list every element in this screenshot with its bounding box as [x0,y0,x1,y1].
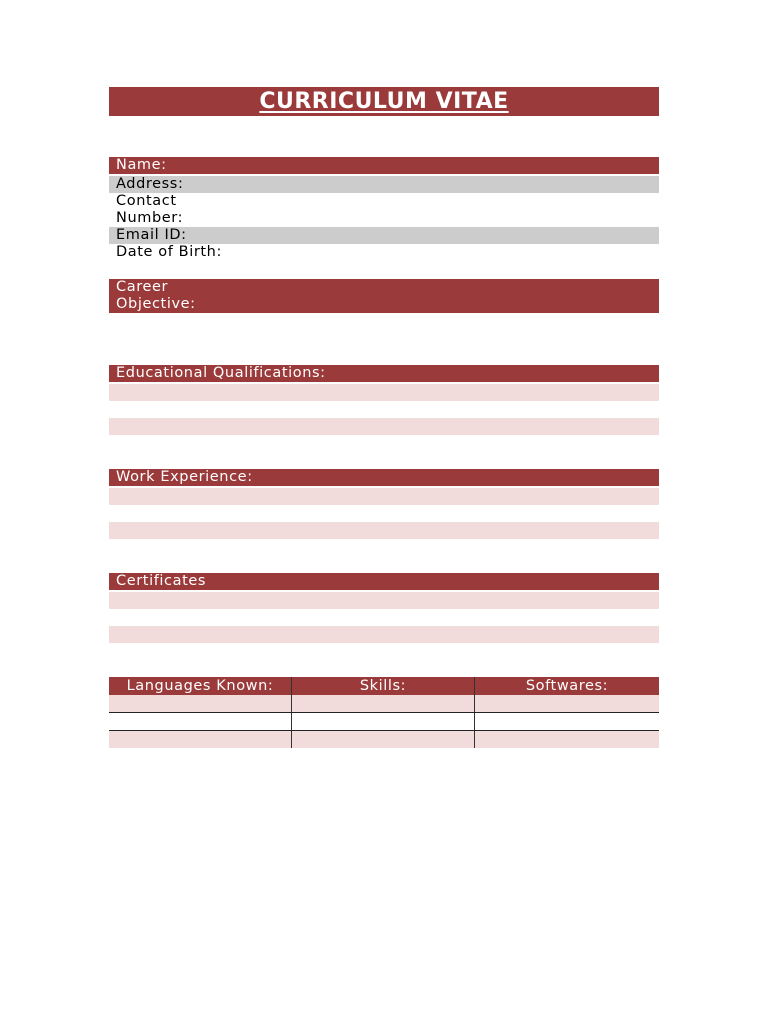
education-row [109,384,659,401]
table-cell [109,731,292,748]
skills-table-header [109,677,659,695]
work-experience-row [109,488,659,505]
dob-label: Date of Birth: [116,244,222,260]
table-cell [109,695,292,712]
certificates-header [109,573,659,590]
address-row [109,176,659,193]
table-cell [475,713,659,730]
certificates-row [109,592,659,609]
table-cell [292,695,475,712]
skills-header: Skills: [292,677,475,695]
table-cell [109,713,292,730]
career-objective-label-line1: Career [116,279,169,295]
career-objective-header [109,279,659,313]
education-row [109,418,659,435]
email-label: Email ID: [116,227,187,243]
languages-known-header: Languages Known: [109,677,292,695]
address-label: Address: [116,176,184,192]
softwares-header: Softwares: [525,678,609,694]
certificates-label: Certificates [116,573,207,589]
contact-number-label-line2: Number: [116,210,184,226]
table-cell [292,713,475,730]
education-header [109,365,659,382]
skills-table-body [109,695,659,748]
table-cell [475,695,659,712]
table-row [109,695,659,713]
name-row [109,157,659,174]
work-experience-header [109,469,659,486]
table-cell [475,731,659,748]
certificates-row [109,626,659,643]
career-objective-label-line2: Objective: [116,296,196,312]
education-label: Educational Qualifications: [116,365,326,381]
email-row [109,227,659,244]
work-experience-row [109,522,659,539]
name-label: Name: [116,157,167,173]
contact-number-row [109,193,659,227]
table-row [109,731,659,748]
document-title: CURRICULUM VITAE [259,89,509,114]
contact-number-label-line1: Contact [116,193,177,209]
table-row [109,713,659,731]
dob-row [109,244,659,261]
document-title-bar [109,87,659,116]
table-cell [292,731,475,748]
work-experience-label: Work Experience: [116,469,253,485]
